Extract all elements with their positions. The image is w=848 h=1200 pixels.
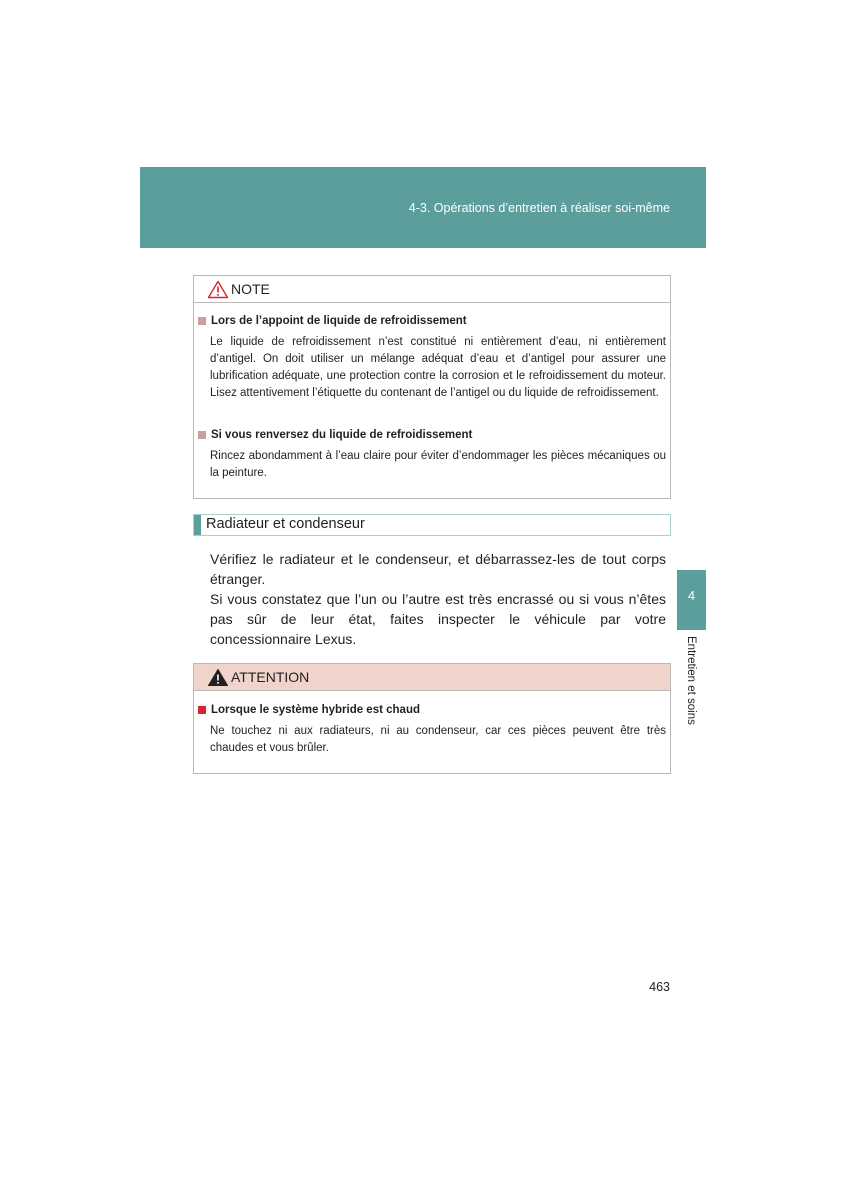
section-heading-bar [194,515,201,535]
attention-item [198,703,666,757]
chapter-label [681,636,701,746]
attention-header [194,664,670,691]
note-item-title: Lors de l’appoint de liquide de refroidissement [198,314,666,328]
attention-label: ATTENTION [231,669,310,685]
header-title: 4-3. Opérations d’entretien à réaliser soi-même [408,201,670,215]
body-paragraph: Si vous constatez que l’un ou l’autre est très encrassé ou si vous n’êtes pas sûr de leur état, faites inspecter le véhicule par votre concessionnaire Lexus. [210,591,666,647]
square-bullet-icon [198,706,206,714]
attention-item-title: Lorsque le système hybride est chaud [198,703,666,717]
attention-box [193,663,671,774]
chapter-number: 4 [687,588,696,603]
header-band [140,167,706,248]
note-item-title: Si vous renversez du liquide de refroidissement [198,428,666,442]
section-heading [193,514,671,536]
page-number: 463 [649,980,670,994]
note-item [198,428,666,482]
attention-item-text: Ne touchez ni aux radiateurs, ni au condenseur, car ces pièces peuvent être très chaudes et vous brûler. [210,725,666,754]
warning-triangle-filled-icon [207,668,229,687]
chapter-label-text: Entretien et soins [685,636,697,725]
note-box [193,275,671,499]
square-bullet-icon [198,317,206,325]
note-item-text: Rincez abondamment à l’eau claire pour éviter d’endommager les pièces mécaniques ou la peinture. [210,450,666,479]
body-paragraph: Vérifiez le radiateur et le condenseur, et débarrassez-les de tout corps étranger. [210,551,666,587]
note-label: NOTE [231,281,270,297]
section-title: Radiateur et condenseur [206,516,365,532]
chapter-tab [677,570,706,630]
note-header [194,276,670,303]
note-item [198,314,666,402]
note-item-text: Le liquide de refroidissement n’est constitué ni entièrement d’eau, ni entièrement d’antigel. On doit utiliser un mélange adéquat d’eau et d’antigel pour assurer une lubrification adéquate, une protection contre la corrosion et le refroidissement du moteur. Lisez attentivement l’étiquette du contenant de l’antigel ou du liquide de refroidissement. [210,336,666,399]
square-bullet-icon [198,431,206,439]
warning-triangle-outline-icon [207,280,229,299]
